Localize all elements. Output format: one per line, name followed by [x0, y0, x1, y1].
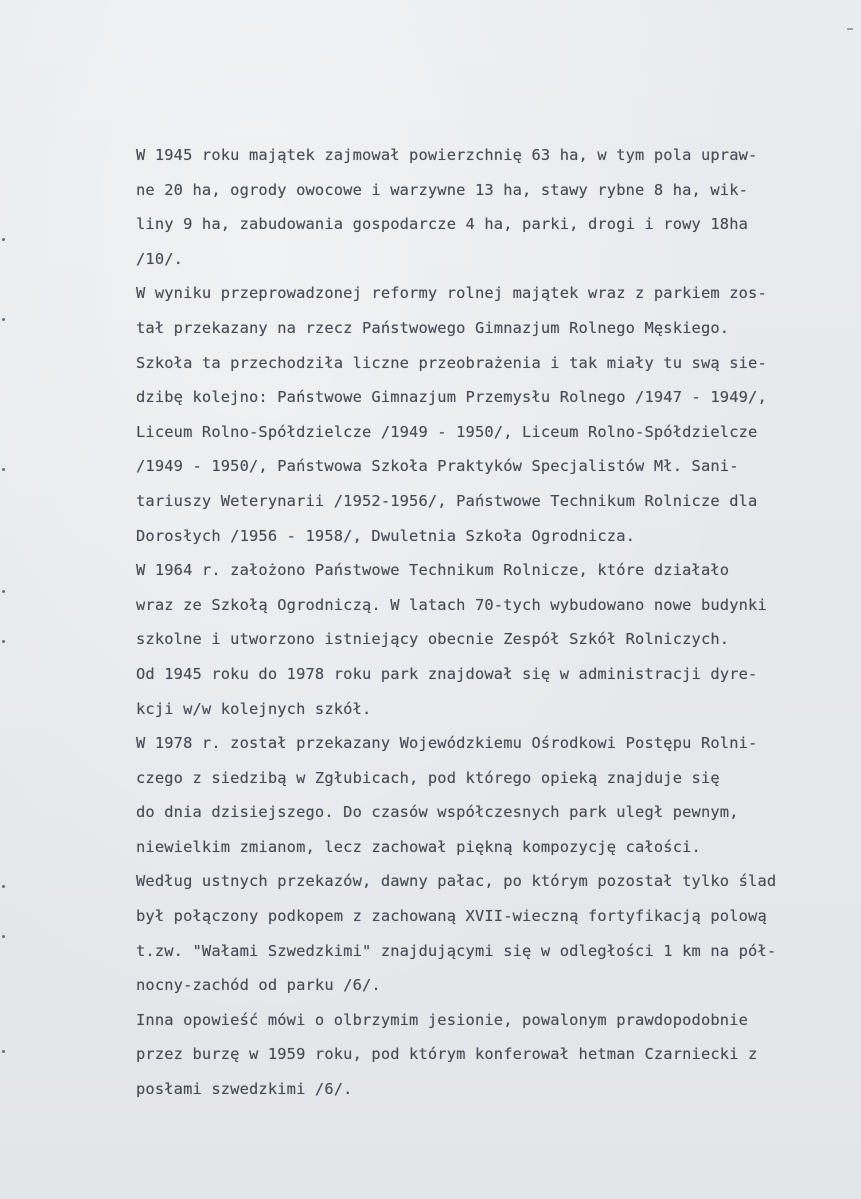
text-line: Według ustnych przekazów, dawny pałac, po którym pozostał tylko ślad — [136, 872, 777, 891]
text-line: ne 20 ha, ogrody owocowe i warzywne 13 ha, stawy rybne 8 ha, wik- — [136, 180, 749, 199]
margin-dot — [2, 238, 5, 241]
margin-dot — [2, 935, 5, 938]
text-line: liny 9 ha, zabudowania gospodarcze 4 ha, parki, drogi i rowy 18ha — [136, 215, 749, 234]
text-line: t.zw. "Wałami Szwedzkimi" znajdującymi się w odległości 1 km na pół- — [136, 941, 777, 960]
document-body — [136, 138, 836, 1107]
margin-dot — [2, 590, 5, 593]
text-line: /1949 - 1950/, Państwowa Szkoła Praktyków Specjalistów Mł. Sani- — [136, 457, 739, 476]
text-line: był połączony podkopem z zachowaną XVII-wieczną fortyfikacją polową — [136, 907, 767, 926]
margin-dot — [2, 885, 5, 888]
text-line: W 1964 r. założono Państwowe Technikum Rolnicze, które działało — [136, 561, 730, 580]
text-line: posłami szwedzkimi /6/. — [136, 1080, 353, 1099]
text-line: W 1945 roku majątek zajmował powierzchnię 63 ha, w tym pola upraw- — [136, 146, 758, 164]
margin-dot — [2, 468, 5, 471]
text-line: kcji w/w kolejnych szkół. — [136, 699, 372, 718]
text-line: czego z siedzibą w Zgłubicach, pod którego opieką znajduje się — [136, 768, 720, 787]
text-line: Szkoła ta przechodziła liczne przeobrażenia i tak miały tu swą sie- — [136, 353, 767, 372]
text-line: /10/. — [136, 249, 184, 268]
text-line: niewielkim zmianom, lecz zachował piękną kompozycję całości. — [136, 837, 701, 856]
text-line: W wyniku przeprowadzonej reformy rolnej majątek wraz z parkiem zos- — [136, 284, 767, 303]
text-line: szkolne i utworzono istniejący obecnie Zespół Szkół Rolniczych. — [136, 630, 730, 649]
text-line: W 1978 r. został przekazany Wojewódzkiemu Ośrodkowi Postępu Rolni- — [136, 734, 758, 753]
text-line: nocny-zachód od parku /6/. — [136, 976, 381, 995]
margin-dot — [2, 318, 5, 321]
margin-dot — [2, 640, 5, 643]
text-line: Dorosłych /1956 - 1958/, Dwuletnia Szkoła Ogrodnicza. — [136, 526, 636, 545]
text-line: Inna opowieść mówi o olbrzymim jesionie, powalonym prawdopodobnie — [136, 1010, 749, 1029]
page-corner-mark — [847, 28, 853, 30]
text-line: tał przekazany na rzecz Państwowego Gimnazjum Rolnego Męskiego. — [136, 318, 730, 337]
text-line: wraz ze Szkołą Ogrodniczą. W latach 70-tych wybudowano nowe budynki — [136, 595, 767, 614]
margin-dot — [2, 1050, 5, 1053]
text-line: dzibę kolejno: Państwowe Gimnazjum Przemysłu Rolnego /1947 - 1949/, — [136, 388, 767, 407]
text-line: Liceum Rolno-Spółdzielcze /1949 - 1950/, Liceum Rolno-Spółdzielcze — [136, 422, 758, 441]
text-line: tariuszy Weterynarii /1952-1956/, Państwowe Technikum Rolnicze dla — [136, 491, 758, 510]
text-line: przez burzę w 1959 roku, pod którym konferował hetman Czarniecki z — [136, 1045, 758, 1064]
text-line: Od 1945 roku do 1978 roku park znajdował się w administracji dyre- — [136, 664, 758, 683]
text-line: do dnia dzisiejszego. Do czasów współczesnych park uległ pewnym, — [136, 803, 739, 822]
